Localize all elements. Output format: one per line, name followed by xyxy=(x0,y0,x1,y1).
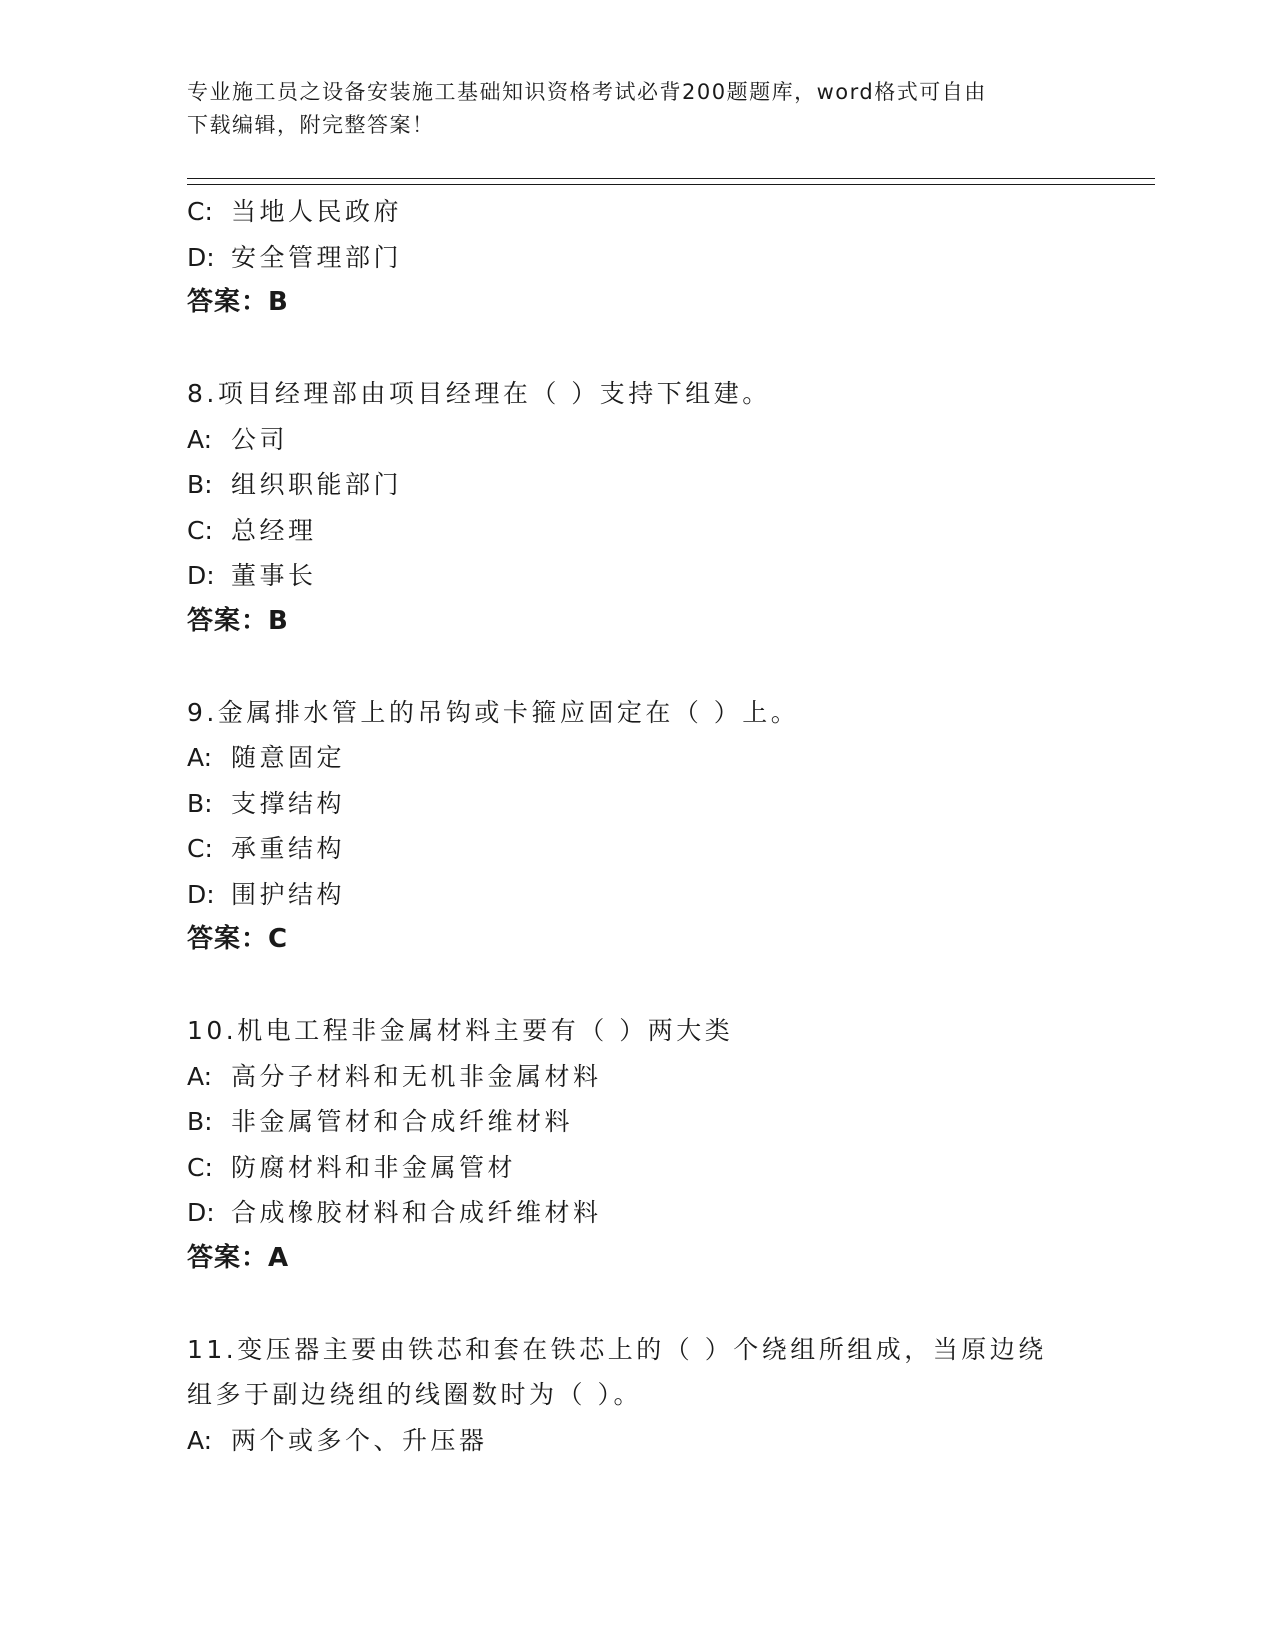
option-text: 公司 xyxy=(231,424,289,454)
option-text: 高分子材料和无机非金属材料 xyxy=(231,1061,602,1091)
question-text: 11.变压器主要由铁芯和套在铁芯上的（ ）个绕组所组成，当原边绕 xyxy=(187,1334,1047,1364)
option-letter: B: xyxy=(187,1107,213,1136)
answer-key: 答案：C xyxy=(187,924,289,954)
option-letter: A: xyxy=(187,424,213,454)
answer-option xyxy=(187,417,1147,463)
block-spacer xyxy=(187,963,1147,1009)
answer-option xyxy=(187,508,1147,554)
answer-key: 答案：B xyxy=(187,287,289,317)
option-text: 当地人民政府 xyxy=(231,197,403,226)
block-spacer xyxy=(187,326,1147,372)
option-letter: D: xyxy=(187,879,215,909)
answer-option xyxy=(187,235,1147,281)
question-text: 10.机电工程非金属材料主要有（ ）两大类 xyxy=(187,1016,734,1045)
question-block xyxy=(187,1008,1147,1281)
answer-option xyxy=(187,462,1147,508)
answer-option xyxy=(187,735,1147,781)
document-header xyxy=(187,76,1087,142)
answer-option xyxy=(187,781,1147,827)
question-text: 组多于副边绕组的线圈数时为（ ）。 xyxy=(187,1380,642,1409)
option-letter: C: xyxy=(187,1152,213,1182)
option-letter: D: xyxy=(187,242,215,272)
option-letter: C: xyxy=(187,834,213,863)
question-block xyxy=(187,1327,1147,1464)
answer-option xyxy=(187,1099,1147,1145)
block-spacer xyxy=(187,644,1147,690)
question-list xyxy=(187,189,1147,1463)
question-block xyxy=(187,690,1147,963)
header-line-1: 专业施工员之设备安装施工基础知识资格考试必背200题题库，word格式可自由 xyxy=(187,80,987,104)
option-text: 防腐材料和非金属管材 xyxy=(231,1152,517,1182)
option-text: 非金属管材和合成纤维材料 xyxy=(231,1107,574,1136)
header-divider xyxy=(187,178,1155,185)
answer-option xyxy=(187,1190,1147,1236)
option-text: 总经理 xyxy=(231,515,317,545)
answer-option xyxy=(187,1054,1147,1100)
answer-option xyxy=(187,826,1147,872)
question-text: 9.金属排水管上的吊钩或卡箍应固定在（ ）上。 xyxy=(187,697,800,727)
option-text: 董事长 xyxy=(231,561,317,590)
option-text: 两个或多个、升压器 xyxy=(231,1425,488,1455)
option-text: 组织职能部门 xyxy=(231,470,403,499)
answer-key: 答案：A xyxy=(187,1242,290,1273)
block-spacer xyxy=(187,1281,1147,1327)
option-letter: A: xyxy=(187,1061,213,1091)
option-letter: B: xyxy=(187,788,213,818)
answer-option xyxy=(187,189,1147,235)
option-text: 支撑结构 xyxy=(231,788,346,818)
answer-option xyxy=(187,1418,1147,1464)
option-text: 安全管理部门 xyxy=(231,242,403,272)
answer-option xyxy=(187,872,1147,918)
option-letter: C: xyxy=(187,197,213,226)
header-line-2: 下载编辑，附完整答案！ xyxy=(187,113,435,137)
answer-option xyxy=(187,1145,1147,1191)
question-block xyxy=(187,371,1147,644)
option-text: 随意固定 xyxy=(231,743,346,772)
option-letter: A: xyxy=(187,743,213,772)
answer-option xyxy=(187,553,1147,599)
option-text: 围护结构 xyxy=(231,879,346,909)
option-text: 合成橡胶材料和合成纤维材料 xyxy=(231,1198,602,1227)
option-letter: A: xyxy=(187,1425,213,1455)
option-letter: B: xyxy=(187,470,213,499)
question-continuation xyxy=(187,189,1147,326)
option-letter: D: xyxy=(187,561,215,590)
option-letter: D: xyxy=(187,1198,215,1227)
answer-key: 答案：B xyxy=(187,605,289,636)
question-text: 8.项目经理部由项目经理在（ ）支持下组建。 xyxy=(187,379,771,408)
option-letter: C: xyxy=(187,515,213,545)
option-text: 承重结构 xyxy=(231,834,346,863)
